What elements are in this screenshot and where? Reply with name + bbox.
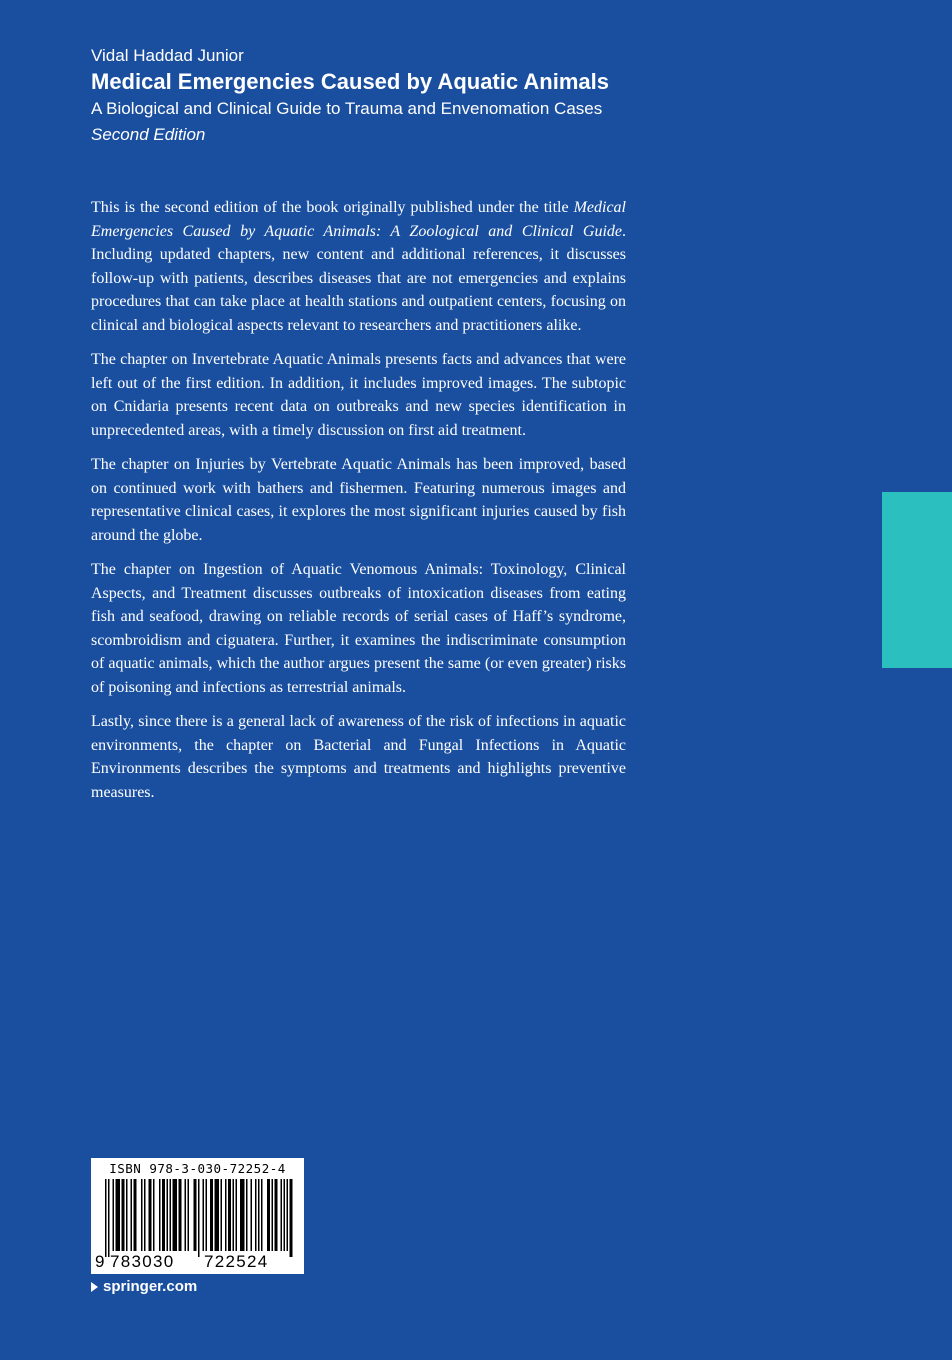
barcode-bar — [267, 1179, 270, 1251]
publisher-link[interactable] — [91, 1278, 197, 1295]
barcode-bar — [162, 1179, 165, 1251]
barcode-bar — [261, 1179, 263, 1251]
barcode-bar — [240, 1179, 245, 1251]
barcode-bar — [179, 1179, 182, 1251]
barcode-digit-lead: 9 — [95, 1252, 106, 1271]
accent-tab — [882, 492, 952, 668]
barcode-bar — [198, 1179, 200, 1257]
barcode-bar — [284, 1179, 286, 1251]
barcode-bar — [206, 1179, 208, 1251]
barcode-bar — [258, 1179, 260, 1251]
barcode-digit-group-2: 722524 — [204, 1252, 269, 1271]
book-subtitle: A Biological and Clinical Guide to Trauma and Envenomation Cases — [91, 99, 603, 118]
barcode-bar — [290, 1179, 293, 1257]
barcode-bar — [275, 1179, 278, 1251]
cover-header — [91, 44, 651, 148]
barcode-bar — [281, 1179, 283, 1251]
barcode-bar — [255, 1179, 257, 1251]
barcode-bar — [116, 1179, 121, 1251]
barcode-bar — [134, 1179, 137, 1251]
publisher-url: springer.com — [103, 1278, 198, 1295]
barcode-bar — [153, 1179, 155, 1251]
book-title: Medical Emergencies Caused by Aquatic Animals — [91, 69, 609, 94]
barcode-bar — [141, 1179, 143, 1251]
barcode-bar — [113, 1179, 115, 1251]
barcode-digit-group-1: 783030 — [110, 1252, 175, 1271]
blurb-paragraph-5: Lastly, since there is a general lack of awareness of the risk of infections in aquatic environments, the chapter on Bacterial and Fungal Infections in Aquatic Environments describes the symptoms and treatments and highlights preventive measures. — [91, 713, 626, 801]
original-title-italic: Medical Emergencies Caused by Aquatic Animals: A Zoological and Clinical Guide — [91, 199, 626, 240]
barcode-bar — [233, 1179, 235, 1251]
barcode-bar — [173, 1179, 178, 1251]
barcode-bar — [108, 1179, 110, 1257]
blurb-p1-text-a: This is the second edition of the book originally published under the title — [91, 199, 574, 216]
barcode-bar — [105, 1179, 107, 1257]
arrow-right-icon — [91, 1282, 98, 1292]
barcode-bar — [221, 1179, 223, 1251]
barcode-bar — [251, 1179, 253, 1251]
barcode-bar — [194, 1179, 197, 1251]
isbn-barcode — [91, 1158, 304, 1274]
barcode-bar — [228, 1179, 231, 1251]
book-edition: Second Edition — [91, 125, 206, 144]
blurb-p1-text-b: . Including updated chapters, new content and additional references, it discusses follow-up with patients, describes diseases that are not emergencies and explains procedures that can take place at health stations and outpatient centers, focusing on clinical and biological aspects relevant to researchers and practitioners alike. — [91, 222, 626, 334]
barcode-bar — [236, 1179, 238, 1251]
barcode-bar — [287, 1179, 289, 1251]
barcode-bar — [246, 1179, 248, 1251]
blurb-paragraph-2: The chapter on Invertebrate Aquatic Animals presents facts and advances that were left out of the first edition. In addition, it includes improved images. The subtopic on Cnidaria presents recent data on outbreaks and new species identification in unprecedented areas, with a timely discussion on first aid treatment. — [91, 351, 626, 439]
barcode-bar — [122, 1179, 125, 1251]
barcode-bar — [210, 1179, 213, 1251]
barcode-bar — [131, 1179, 133, 1251]
blurb — [91, 196, 626, 815]
barcode-bar — [126, 1179, 128, 1251]
blurb-paragraph-1 — [91, 196, 626, 337]
author-name: Vidal Haddad Junior — [91, 46, 244, 65]
barcode-bar — [188, 1179, 190, 1251]
barcode-bar — [167, 1179, 169, 1251]
barcode-bar — [215, 1179, 220, 1251]
isbn-label: ISBN 978-3-030-72252-4 — [109, 1161, 286, 1176]
barcode-bar — [203, 1179, 205, 1251]
barcode-bar — [185, 1179, 187, 1251]
barcode-bar — [159, 1179, 161, 1251]
blurb-paragraph-4: The chapter on Ingestion of Aquatic Venomous Animals: Toxinology, Clinical Aspects, and Treatment discusses outbreaks of intoxication diseases from eating fish and seafood, drawing on reliable records of serial cases of Haff’s syndrome, scombroidism and ciguatera. Further, it examines the indiscriminate consumption of aquatic animals, which the author argues present the same (or even greater) risks of poisoning and infections as terrestrial animals. — [91, 561, 626, 696]
barcode-bar — [144, 1179, 146, 1251]
barcode-bar — [272, 1179, 274, 1251]
barcode-bar — [149, 1179, 152, 1251]
barcode-bar — [170, 1179, 172, 1251]
barcode-bar — [225, 1179, 227, 1251]
blurb-paragraph-3: The chapter on Injuries by Vertebrate Aquatic Animals has been improved, based on continued work with bathers and fishermen. Featuring numerous images and representative clinical cases, it explores the most significant injuries caused by fish around the globe. — [91, 456, 626, 544]
